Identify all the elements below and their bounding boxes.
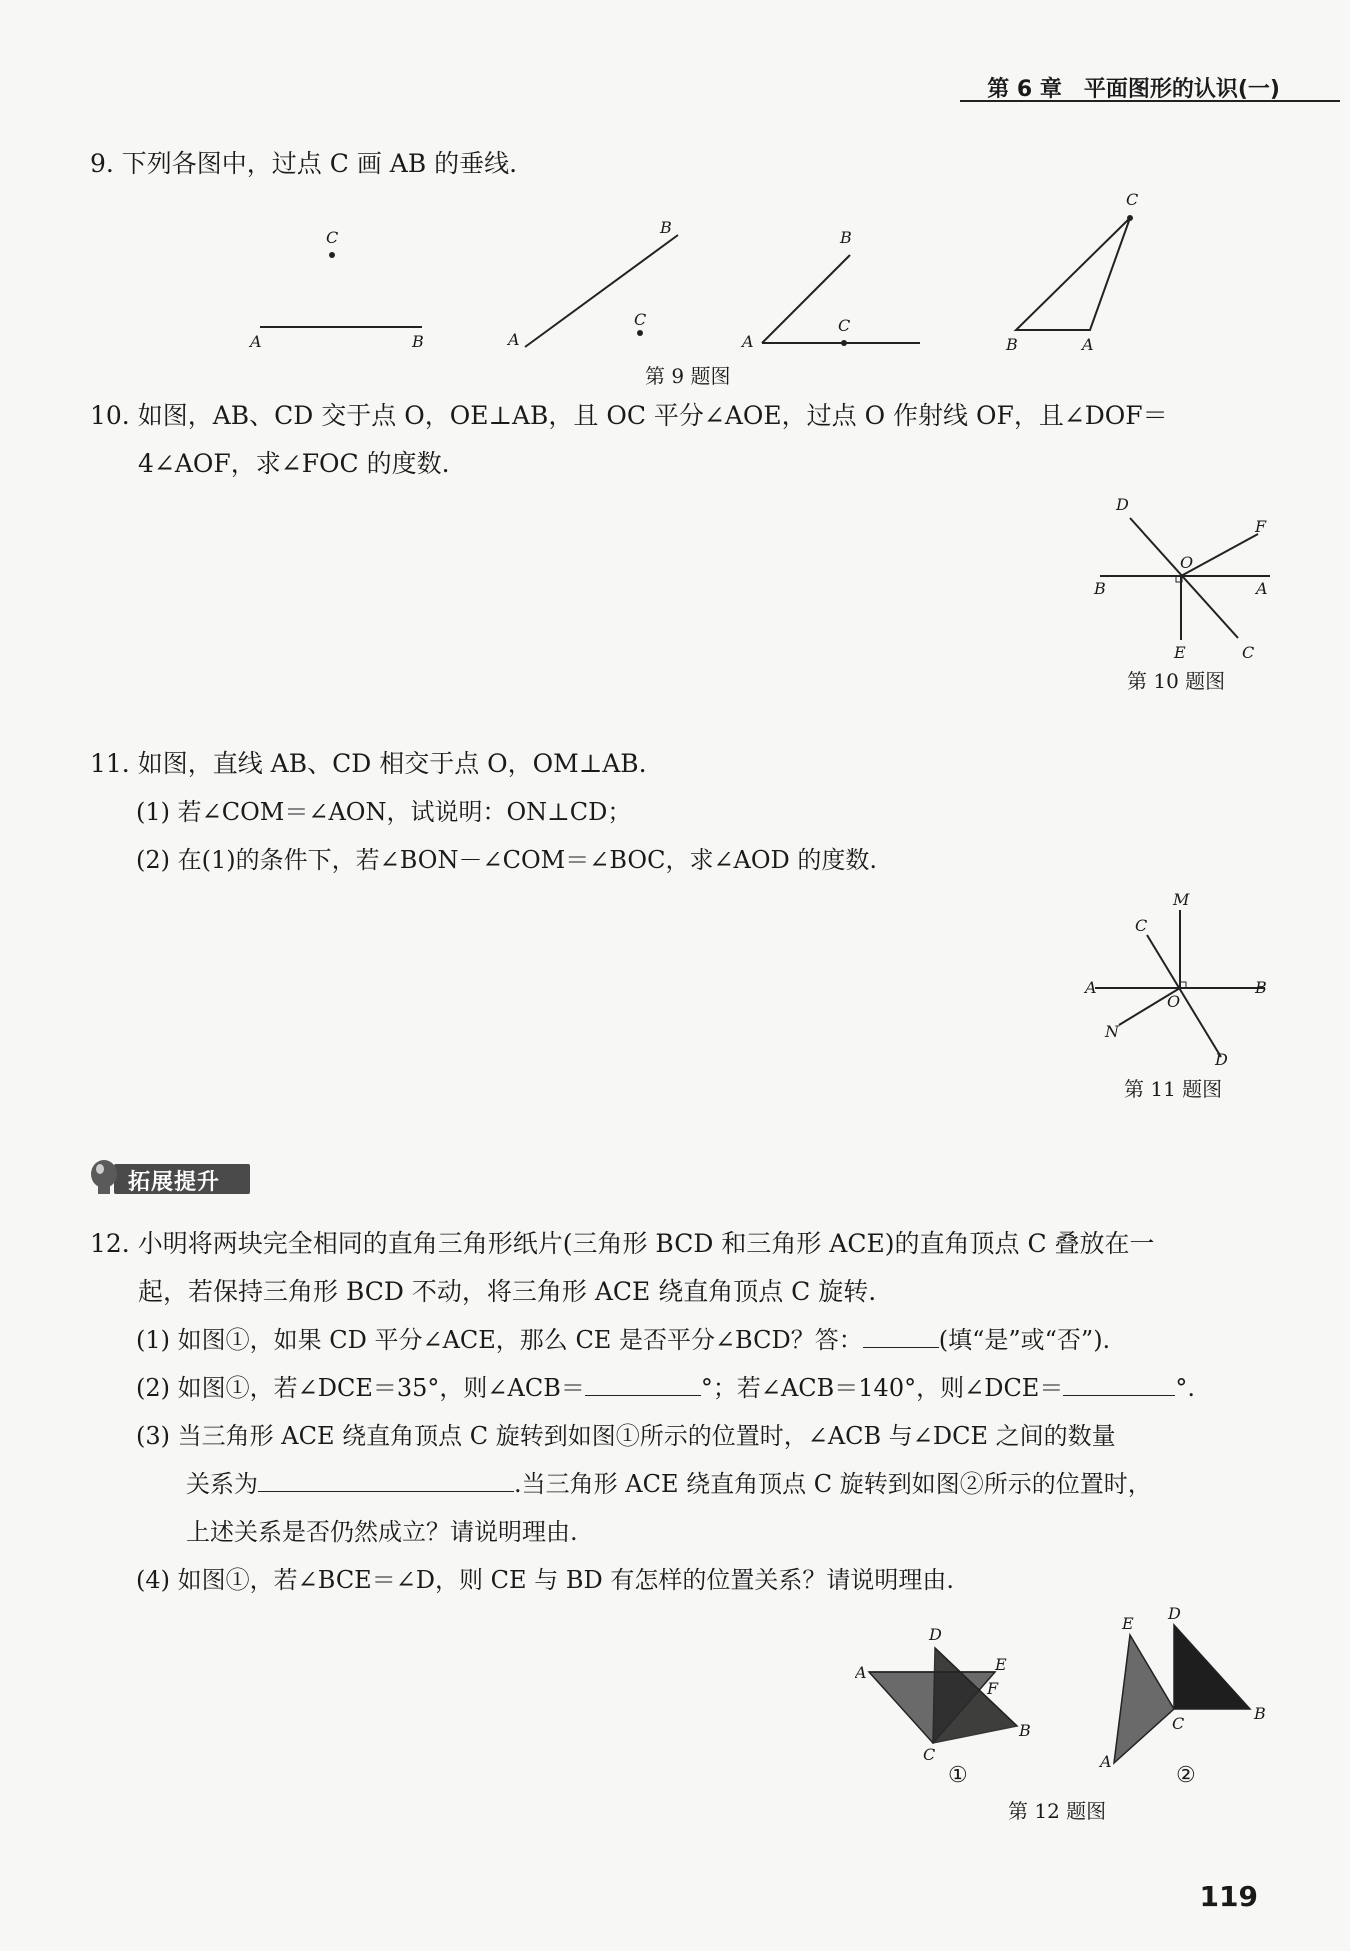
question-11-caption: 第 11 题图	[1124, 1077, 1223, 1101]
answer-blank-3[interactable]	[1063, 1369, 1175, 1396]
fig10-label-b: B	[1094, 579, 1106, 598]
question-11-part1: (1) 若∠COM＝∠AON，试说明：ON⊥CD；	[136, 798, 632, 826]
fig10-line-cd	[1130, 518, 1238, 638]
chapter-title: 第 6 章 平面图形的认识(一)	[987, 77, 1280, 102]
fig11-label-b: B	[1255, 978, 1267, 997]
question-9-text: 9. 下列各图中，过点 C 画 AB 的垂线.	[90, 149, 518, 178]
answer-blank-1[interactable]	[863, 1321, 939, 1348]
question-9-figures	[240, 185, 960, 370]
fig9d-triangle	[1016, 218, 1130, 330]
fig12b-label-e: E	[1122, 1614, 1134, 1633]
fig9a-label-c: C	[326, 228, 339, 247]
question-11-part2: (2) 在(1)的条件下，若∠BON－∠COM＝∠BOC，求∠AOD 的度数.	[136, 846, 878, 874]
fig9c-ray-b	[762, 255, 850, 343]
fig10-label-o: O	[1180, 553, 1194, 572]
fig10-label-c: C	[1242, 643, 1255, 662]
question-12-part3-line2	[186, 1460, 1152, 1508]
fig12a-label-d: D	[929, 1625, 942, 1644]
fig12a-label-a: A	[855, 1663, 867, 1682]
question-12-part3-prefix: 关系为	[186, 1470, 258, 1498]
question-12-part2-c: °.	[1175, 1374, 1195, 1402]
fig11-label-n: N	[1105, 1022, 1119, 1041]
fig9b-segment-ab	[525, 235, 678, 347]
question-11-figure	[1075, 885, 1280, 1080]
fig9a-label-b: B	[412, 332, 424, 351]
fig9b-label-c: C	[634, 310, 647, 329]
fig12b-label-d: D	[1168, 1605, 1181, 1623]
question-12-part3-suffix: .当三角形 ACE 绕直角顶点 C 旋转到如图②所示的位置时，	[514, 1470, 1152, 1498]
fig11-label-a: A	[1085, 978, 1097, 997]
question-12-part2-a: (2) 如图①，若∠DCE＝35°，则∠ACB＝	[136, 1374, 585, 1402]
fig11-label-o: O	[1167, 992, 1181, 1011]
fig9b-label-a: A	[508, 330, 520, 349]
question-9-figure-d	[990, 185, 1150, 370]
question-12-figure-1-mark: ①	[948, 1763, 968, 1788]
fig9b-label-b: B	[660, 218, 672, 237]
question-12-part1-suffix: (填“是”或“否”).	[938, 1326, 1111, 1354]
question-12-line2: 起，若保持三角形 BCD 不动，将三角形 ACE 绕直角顶点 C 旋转.	[138, 1277, 877, 1306]
fig9b-point-c	[637, 330, 643, 336]
question-12-part2	[136, 1364, 1195, 1412]
section-tag	[88, 1158, 252, 1198]
page-number: 119	[1199, 1880, 1258, 1913]
fig9d-point-c	[1127, 215, 1133, 221]
question-12-part3-line3: 上述关系是否仍然成立？请说明理由.	[186, 1518, 578, 1546]
fig12a-label-b: B	[1019, 1721, 1031, 1740]
lightbulb-icon	[88, 1158, 122, 1200]
answer-blank-2[interactable]	[585, 1369, 701, 1396]
fig9a-label-a: A	[250, 332, 262, 351]
question-12-part3-line1: (3) 当三角形 ACE 绕直角顶点 C 旋转到如图①所示的位置时，∠ACB 与∠DCE 之间的数量	[136, 1422, 1116, 1450]
fig11-label-d: D	[1215, 1050, 1228, 1069]
fig9d-label-c: C	[1126, 190, 1139, 209]
answer-blank-4[interactable]	[258, 1465, 514, 1492]
fig11-label-m: M	[1173, 890, 1190, 909]
fig9c-point-c	[841, 340, 847, 346]
header-rule	[960, 100, 1340, 102]
fig9d-label-a: A	[1082, 335, 1094, 354]
question-10-caption: 第 10 题图	[1127, 669, 1226, 693]
question-10-line2: 4∠AOF，求∠FOC 的度数.	[138, 449, 450, 478]
fig12b-label-a: A	[1100, 1752, 1112, 1771]
question-12-part4: (4) 如图①，若∠BCE＝∠D，则 CE 与 BD 有怎样的位置关系？请说明理由.	[136, 1566, 954, 1594]
question-9-caption: 第 9 题图	[645, 364, 731, 388]
question-10-line1: 10. 如图，AB、CD 交于点 O，OE⊥AB，且 OC 平分∠AOE，过点 O 作射线 OF，且∠DOF＝	[90, 401, 1168, 430]
question-12-caption: 第 12 题图	[1008, 1799, 1107, 1823]
question-12-figure-2-mark: ②	[1176, 1763, 1196, 1788]
question-12-figure-2	[1090, 1605, 1280, 1785]
fig9c-label-c: C	[838, 316, 851, 335]
fig12b-triangle-bcd	[1174, 1625, 1250, 1709]
fig11-line-cd	[1147, 935, 1221, 1057]
question-11-text: 11. 如图，直线 AB、CD 相交于点 O，OM⊥AB.	[90, 749, 647, 778]
fig12a-label-c: C	[923, 1745, 936, 1764]
question-10-figure	[1080, 488, 1280, 668]
question-12-part1-prefix: (1) 如图①，如果 CD 平分∠ACE，那么 CE 是否平分∠BCD？答：	[136, 1326, 863, 1354]
fig10-label-e: E	[1174, 643, 1186, 662]
fig10-label-d: D	[1116, 495, 1129, 514]
fig12a-label-e: E	[995, 1655, 1007, 1674]
fig9a-point-c	[329, 252, 335, 258]
section-title: 拓展提升	[128, 1170, 221, 1195]
question-12-part2-b: °；若∠ACB＝140°，则∠DCE＝	[700, 1374, 1064, 1402]
fig10-label-f: F	[1255, 517, 1267, 536]
fig9c-label-b: B	[840, 228, 852, 247]
fig11-label-c: C	[1135, 916, 1148, 935]
question-12-line1: 12. 小明将两块完全相同的直角三角形纸片(三角形 BCD 和三角形 ACE)的直角顶点 C 叠放在一	[90, 1229, 1155, 1258]
fig12a-label-f: F	[987, 1679, 999, 1698]
question-12-part1	[136, 1316, 1110, 1364]
fig12b-triangle-ace	[1114, 1635, 1174, 1763]
fig12b-label-c: C	[1172, 1714, 1185, 1733]
fig10-label-a: A	[1256, 579, 1268, 598]
fig12b-label-b: B	[1254, 1704, 1266, 1723]
fig9c-label-a: A	[742, 332, 754, 351]
fig9d-label-b: B	[1006, 335, 1018, 354]
